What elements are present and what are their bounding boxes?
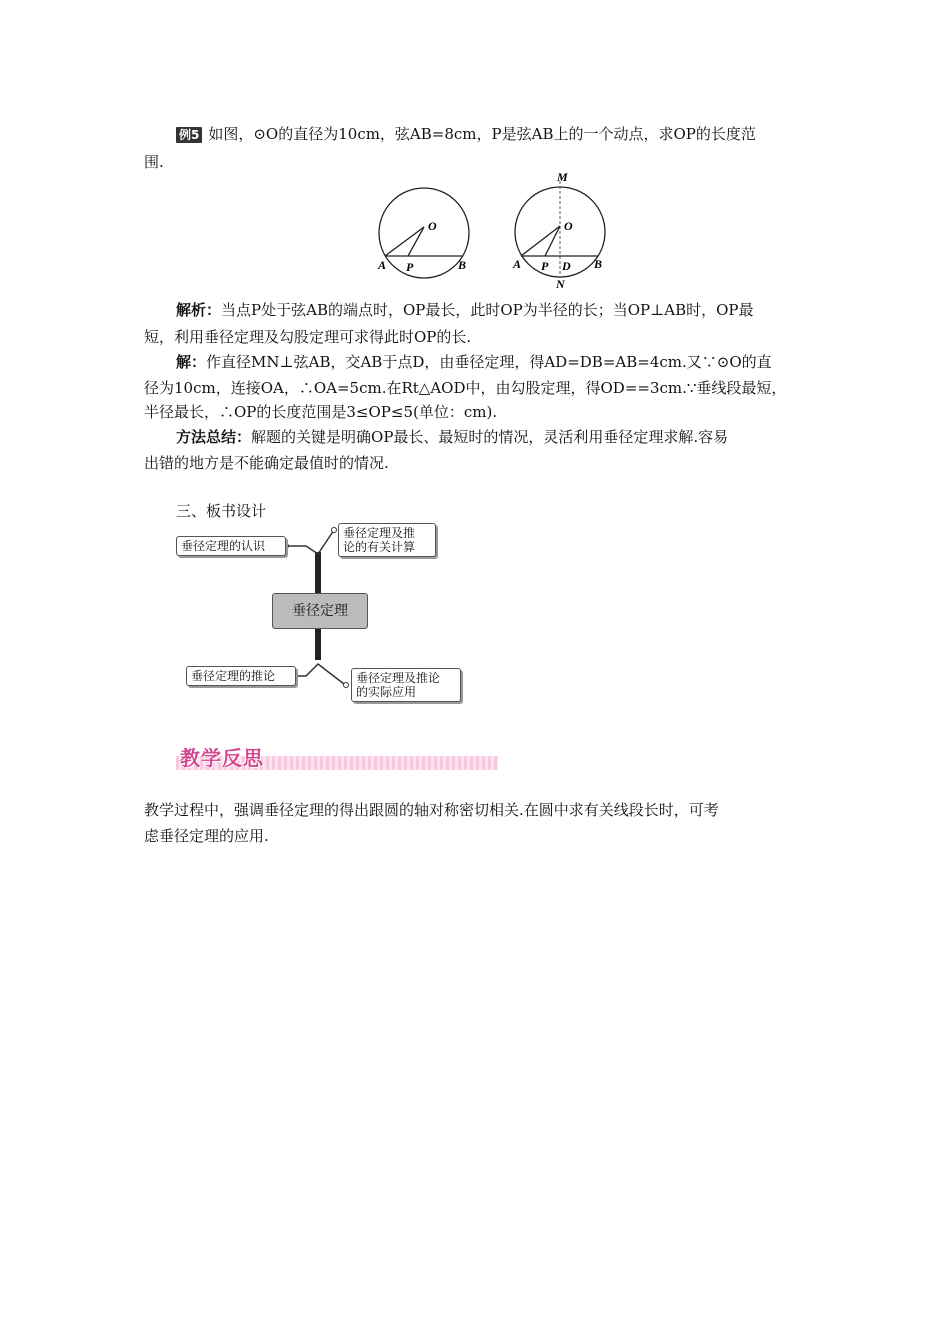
analysis-line-1 xyxy=(176,300,754,320)
figure1-label-o: O xyxy=(428,219,437,233)
reflection-banner xyxy=(176,742,498,772)
mindmap-node-calculation xyxy=(338,523,436,557)
mindmap-node-calculation-line-1: 垂径定理及推 xyxy=(343,526,416,540)
figure2-label-o: O xyxy=(564,219,573,233)
figure2-label-m: M xyxy=(557,170,568,184)
figure1-label-p: P xyxy=(406,260,414,274)
figure1-circle xyxy=(379,188,469,278)
mindmap-node-application-line-1: 垂径定理及推论 xyxy=(356,671,441,685)
analysis-line-2: 短，利用垂径定理及勾股定理可求得此时OP的长. xyxy=(144,328,472,346)
figure1-segment-oa xyxy=(385,227,424,256)
figure2-segment-op xyxy=(545,226,560,256)
reflection-line-2: 虑垂径定理的应用. xyxy=(144,827,269,845)
example-line-2: 围. xyxy=(144,153,164,171)
reflection-title: 教学反思 xyxy=(180,746,264,770)
example-badge: 例5 xyxy=(176,127,202,143)
mindmap-node-recognition: 垂径定理的认识 xyxy=(176,536,286,556)
solution-line-2: 径为10cm，连接OA，∴OA=5cm.在Rt△AOD中，由勾股定理，得OD==3cm.∵垂线段最短， xyxy=(144,379,787,397)
summary-label: 方法总结： xyxy=(176,428,252,446)
board-heading: 三、板书设计 xyxy=(176,502,267,520)
solution-text-1: 作直径MN⊥弦AB，交AB于点D，由垂径定理，得AD=DB=AB=4cm.又∵⊙O的直 xyxy=(206,353,772,371)
mindmap-node-application-line-2: 的实际应用 xyxy=(356,685,417,699)
mindmap-node-calculation-line-2: 论的有关计算 xyxy=(343,540,416,554)
figure2-label-d: D xyxy=(562,259,571,273)
mindmap-node-application xyxy=(351,668,461,702)
figure2-label-a: A xyxy=(513,257,522,271)
figure1-label-b: B xyxy=(458,258,467,272)
example-text-1: 如图，⊙O的直径为10cm，弦AB=8cm，P是弦AB上的一个动点，求OP的长度范 xyxy=(208,125,756,143)
summary-line-1 xyxy=(176,427,728,447)
reflection-line-1: 教学过程中，强调垂径定理的得出跟圆的轴对称密切相关.在圆中求有关线段长时，可考 xyxy=(144,801,719,819)
figure2-label-n: N xyxy=(556,277,565,290)
solution-line-3: 半径最长，∴OP的长度范围是3≤OP≤5(单位：cm). xyxy=(144,403,498,421)
solution-line-1 xyxy=(176,352,772,372)
analysis-text-1: 当点P处于弦AB的端点时，OP最长，此时OP为半径的长；当OP⊥AB时，OP最 xyxy=(221,301,754,319)
figure2-label-b: B xyxy=(594,257,603,271)
figure1-segment-op xyxy=(408,227,424,256)
mindmap-node-corollary: 垂径定理的推论 xyxy=(186,666,296,686)
summary-line-2: 出错的地方是不能确定最值时的情况. xyxy=(144,454,389,472)
circle-figures xyxy=(370,168,620,290)
figure2-segment-oa xyxy=(521,226,560,256)
figure1-label-a: A xyxy=(378,258,387,272)
analysis-label: 解析： xyxy=(176,301,222,319)
solution-label: 解： xyxy=(176,353,207,371)
mindmap-center: 垂径定理 xyxy=(272,593,368,629)
figure2-label-p: P xyxy=(541,259,549,273)
summary-text-1: 解题的关键是明确OP最长、最短时的情况，灵活利用垂径定理求解.容易 xyxy=(251,428,729,446)
example-line-1 xyxy=(176,124,756,144)
